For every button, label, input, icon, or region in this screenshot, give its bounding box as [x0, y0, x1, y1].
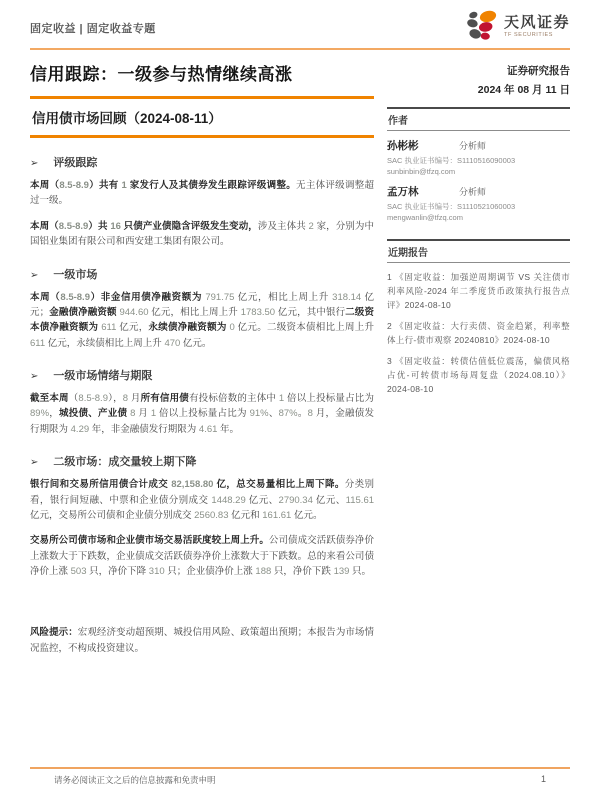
- page-number: 1: [540, 774, 546, 784]
- author-sac-number: SAC 执业证书编号：S1110516090003: [387, 156, 516, 165]
- report-section: [30, 266, 374, 352]
- tf-securities-flower-icon: [466, 10, 499, 43]
- recent-report-item: 2 《固定收益：大行卖债、资金趋紧，利率整体上行-债市观察 20240810》2024-08-10: [387, 321, 570, 346]
- body-paragraph: 银行间和交易所信用债合计成交 82,158.80 亿，总交易量相比上周下降。分类别看，银行间短融、中票和企业债分别成交 1448.29 亿元、2790.34 亿元、115.61 亿元，交易所公司债和企业债分别成交 2560.83 亿元和 161.61 亿元。: [30, 479, 375, 521]
- section-heading-text: 二级市场：成交量较上期下降: [53, 456, 197, 469]
- recent-report-item: 3 《固定收益：转债估值低位震荡，偏债风格占优-可转债市场每周复盘（2024.08.10）》 2024-08-10: [387, 356, 570, 395]
- report-section: [30, 367, 374, 437]
- author-email: sunbinbin@tfzq.com: [387, 166, 456, 176]
- authors-box: [387, 107, 570, 223]
- report-subtitle: 信用债市场回顾（2024-08-11）: [30, 96, 374, 138]
- brand-logo: [466, 10, 570, 43]
- author-name: 孟万林: [387, 186, 419, 199]
- report-category: 固定收益 | 固定收益专题: [30, 23, 156, 35]
- arrow-bullet-icon: ➢: [30, 371, 39, 382]
- arrow-bullet-icon: ➢: [30, 457, 39, 469]
- authors-label: 作者: [387, 109, 570, 131]
- recent-reports-list: [387, 270, 570, 396]
- body-sections: [30, 154, 374, 579]
- report-section: [30, 154, 374, 250]
- author-sac-number: SAC 执业证书编号：S1110521060003: [387, 202, 516, 212]
- section-heading: [30, 154, 374, 170]
- author-email: mengwanlin@tfzq.com: [387, 212, 463, 222]
- recent-report-item: 1 《固定收益：加强逆周期调节 VS 关注债市利率风险-2024 年二季度货币政策执行报告点评》2024-08-10: [387, 272, 570, 311]
- author-role: 分析师: [459, 187, 487, 198]
- section-heading: [30, 453, 374, 469]
- report-type-label: 证券研究报告: [507, 65, 570, 77]
- main-column: [30, 57, 374, 666]
- section-heading: [30, 266, 374, 282]
- recent-reports-label: 近期报告: [387, 241, 570, 263]
- author-role: 分析师: [459, 141, 487, 151]
- body-paragraph: 截至本周（8.5-8.9），8 月所有信用债有投标倍数的主体中 1 倍以上投标量占比为 89%，城投债、产业债 8 月 1 倍以上投标量占比为 91%、87%。8 月，金融债发行期限为 4.29 年，非金融债发行期限为 4.61 年。: [30, 393, 374, 435]
- brand-tagline: TF SECURITIES: [503, 31, 554, 38]
- section-heading-text: 评级跟踪: [53, 157, 98, 169]
- footer: [30, 767, 570, 786]
- recent-reports-box: [387, 239, 570, 396]
- footer-disclaimer: 请务必阅读正文之后的信息披露和免责申明: [54, 775, 216, 785]
- body-paragraph: 本周（8.5-8.9）共 16 只债产业债隐含评级发生变动，涉及主体共 2 家，分别为中国铝业集团有限公司和西安建工集团有限公司。: [30, 220, 375, 248]
- risk-note: 风险提示：宏观经济变动超预期、城投信用风险、政策超出预期；本报告为市场情况监控，不构成投资建议。: [30, 627, 374, 654]
- authors-list: [387, 138, 570, 223]
- report-section: [30, 453, 374, 579]
- body-paragraph: 本周（8.5-8.9）非金信用债净融资额为 791.75 亿元，相比上周上升 318.14 亿元；金融债净融资额 944.60 亿元，相比上周上升 1783.50 亿元，其中银行二级资本债净融资额为 611 亿元，永续债净融资额为 0 亿元。二级资本债相比上周上升 611 亿元，永续债相比上周上升 470 亿元。: [30, 291, 375, 349]
- section-heading: [30, 367, 374, 383]
- arrow-bullet-icon: ➢: [30, 158, 39, 169]
- report-date: 2024 年 08 月 11 日: [477, 84, 570, 96]
- author-name: 孙彬彬: [387, 140, 419, 152]
- header: [30, 8, 570, 43]
- section-heading-text: 一级市场情绪与期限: [53, 370, 153, 382]
- brand-name: 天风证券: [503, 14, 570, 32]
- header-divider: [30, 48, 570, 50]
- section-heading-text: 一级市场: [53, 268, 98, 281]
- body-paragraph: 本周（8.5-8.9）共有 1 家发行人及其债券发生跟踪评级调整。无主体评级调整超过一级。: [30, 180, 375, 207]
- sidebar-column: [387, 57, 570, 666]
- page-title: 信用跟踪：一级参与热情继续高涨: [30, 65, 293, 84]
- author-entry: [387, 184, 570, 223]
- arrow-bullet-icon: ➢: [30, 269, 39, 281]
- body-paragraph: 交易所公司债市场和企业债市场交易活跃度较上周上升。公司债成交活跃债券净价上涨数大于下跌数，企业债成交活跃债券净价上涨数大于下跌数。总的来看公司债净价上涨 503 只，净价下降 310 只；企业债净价上涨 188 只，净价下跌 139 只。: [30, 535, 374, 577]
- author-entry: [387, 138, 570, 177]
